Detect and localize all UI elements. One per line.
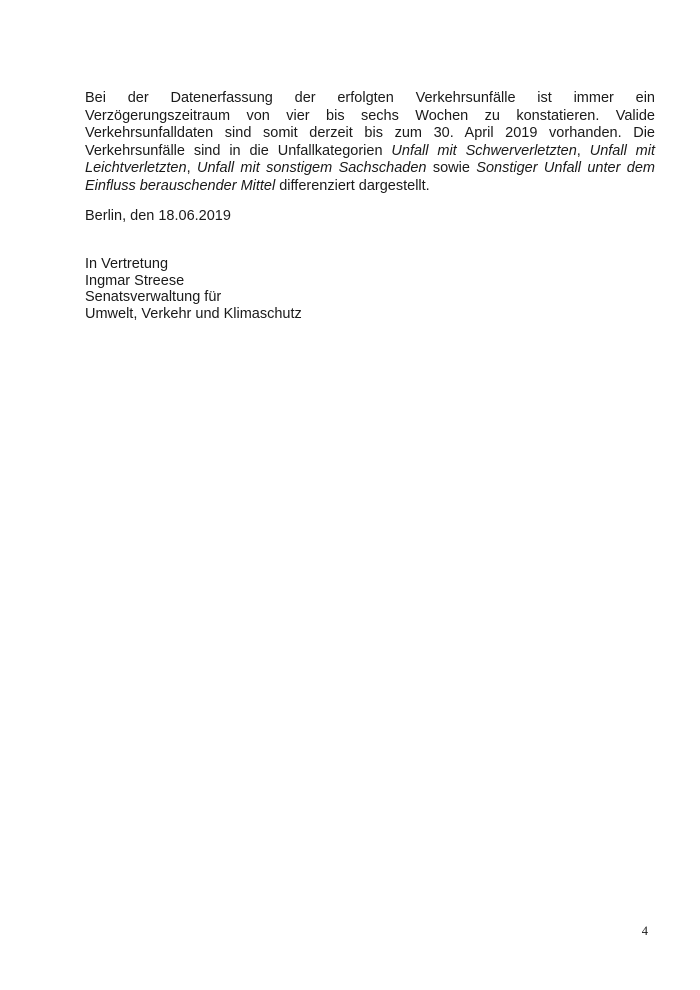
signature-block (85, 256, 302, 322)
signature-line-role: In Vertretung (85, 256, 169, 272)
date-line: Berlin, den 18.06.2019 (85, 208, 231, 224)
body-paragraph: Bei der Datenerfassung der erfolgten Verkehrsunfälle ist immer ein Verzögerungszeitraum von vier bis sechs Wochen zu konstatieren. Valide Verkehrsunfalldaten sind somit derzeit bis zum 30. April 2019 vorhanden. Die Verkehrsunfälle sind in die Unfallkategorien Unfall mit Schwerverletzten, Unfall mit Leichtverletzten, Unfall mit sonstigem Sachschaden sowie Sonstiger Unfall unter dem Einfluss berauschender Mittel differenziert dargestellt. (85, 90, 656, 194)
signature-line-department-2: Umwelt, Verkehr und Klimaschutz (85, 305, 302, 322)
page-number: 4 (641, 924, 648, 938)
signature-line-department-1: Senatsverwaltung für (85, 289, 222, 305)
signature-line-name: Ingmar Streese (85, 272, 185, 289)
